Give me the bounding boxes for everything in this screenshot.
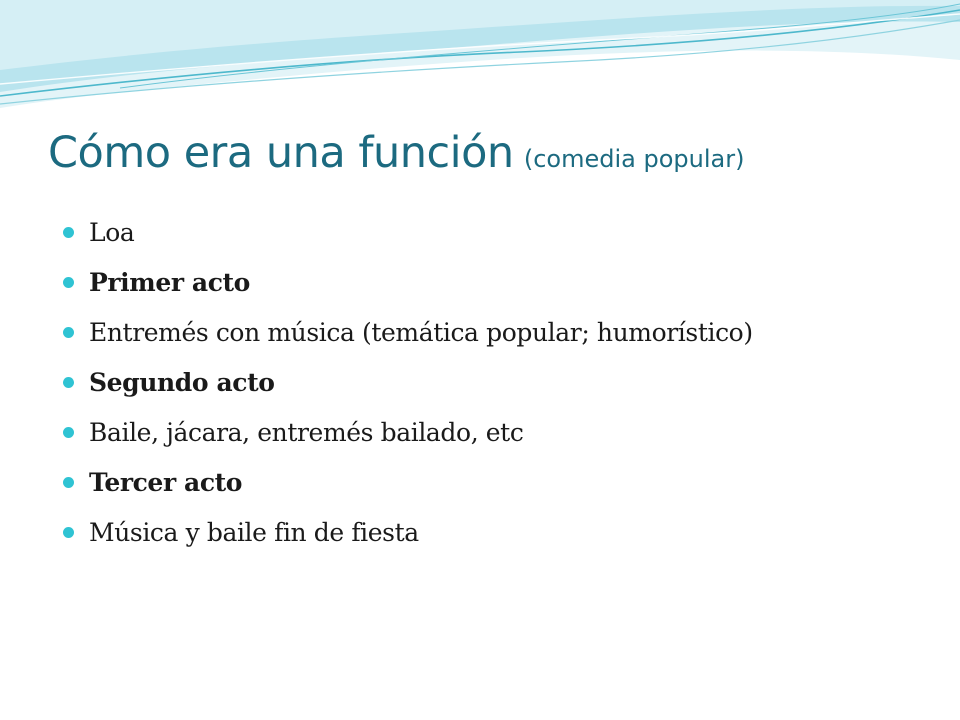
bullet-text: Segundo acto bbox=[89, 367, 275, 397]
header-wave-decoration bbox=[0, 0, 960, 130]
slide-title-subtitle: (comedia popular) bbox=[523, 145, 745, 173]
bullet-text: Entremés con música (temática popular; humorístico) bbox=[89, 317, 753, 347]
bullet-text: Música y baile fin de fiesta bbox=[89, 517, 419, 547]
bullet-dot-icon bbox=[63, 527, 74, 538]
bullet-dot-icon bbox=[63, 277, 74, 288]
bullet-dot-icon bbox=[63, 327, 74, 338]
bullet-dot-icon bbox=[63, 377, 74, 388]
slide-title bbox=[48, 128, 928, 180]
slide-title-main: Cómo era una función bbox=[48, 128, 514, 178]
bullet-text: Tercer acto bbox=[89, 467, 243, 497]
bullet-text: Primer acto bbox=[89, 267, 250, 297]
bullet-dot-icon bbox=[63, 227, 74, 238]
bullet-dot-icon bbox=[63, 477, 74, 488]
bullet-text: Baile, jácara, entremés bailado, etc bbox=[89, 417, 524, 447]
bullet-text: Loa bbox=[89, 217, 135, 247]
bullet-dot-icon bbox=[63, 427, 74, 438]
